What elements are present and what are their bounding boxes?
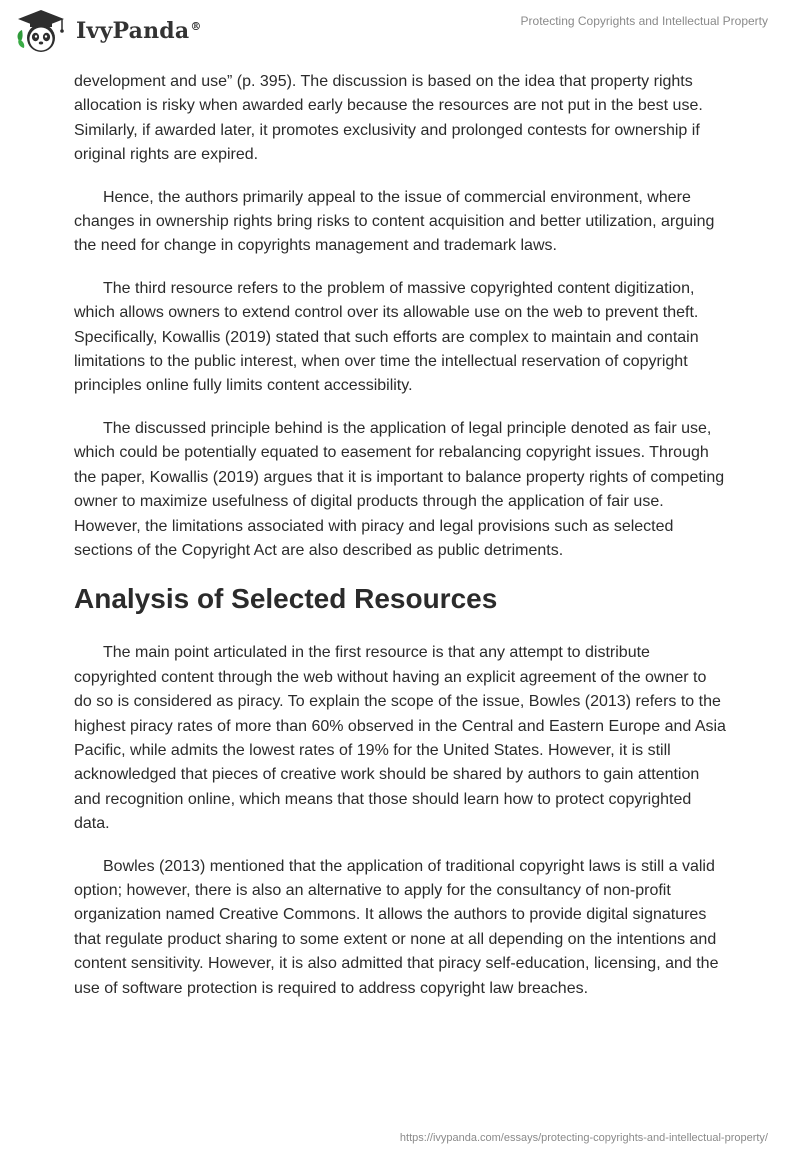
registered-mark: ® — [190, 19, 202, 33]
paragraph: Bowles (2013) mentioned that the application of traditional copyright laws is still a valid option; however, there is also an alternative to apply for the consultancy of non-profit organization named Creative Commons. It allows the authors to provide digital signatures that regulate product sharing to some extent or none at all depending on the intentions and content sensitivity. However, it is also admitted that piracy self-education, licensing, and the use of software protection is required to address copyright law breaches. — [74, 857, 719, 997]
paragraph: The main point articulated in the first resource is that any attempt to distribute copyrighted content through the web without having an explicit agreement of the owner to do so is considered as piracy. To explain the scope of the issue, Bowles (2013) refers to the highest piracy rates of more than 60% observed in the Central and Eastern Europe and Asia Pacific, while admits the lowest rates of 19% for the United States. However, it is still acknowledged that pieces of creative work should be shared by authors to gain attention and recognition online, which means that those should learn how to protect copyrighted data. — [74, 644, 726, 833]
paragraph: The third resource refers to the problem of massive copyrighted content digitization, which allows owners to extend control over its allowable use on the web to prevent theft. Specifically, Kowallis (2019) stated that such efforts are complex to maintain and contain limitations to the public interest, when over time the intellectual reservation of copyright principles online fully limits content accessibility. — [74, 279, 699, 395]
paragraph: development and use” (p. 395). The discussion is based on the idea that property rights allocation is risky when awarded early because the resources are not put in the best use. Similarly, if awarded later, it promotes exclusivity and prolonged contests for ownership if original rights are expired. — [74, 73, 703, 164]
paragraph: The discussed principle behind is the application of legal principle denoted as fair use, which could be potentially equated to easement for rebalancing copyright issues. Through the paper, Kowallis (2019) argues that it is important to balance property rights of competing owner to maximize usefulness of digital products through the application of fair use. However, the limitations associated with piracy and legal provisions such as selected sections of the Copyright Act are also described as public detriments. — [74, 419, 725, 559]
section-heading: Analysis of Selected Resources — [74, 583, 498, 615]
brand-name: IvyPanda® — [76, 18, 202, 44]
page-header — [0, 0, 800, 60]
ivypanda-logo[interactable] — [14, 8, 202, 54]
source-url-link[interactable]: https://ivypanda.com/essays/protecting-copyrights-and-intellectual-property/ — [399, 1132, 768, 1144]
paragraph: Hence, the authors primarily appeal to the issue of commercial environment, where changes in ownership rights bring risks to content acquisition and better utilization, arguing the need for change in copyrights management and trademark laws. — [74, 188, 715, 255]
document-title: Protecting Copyrights and Intellectual Property — [520, 14, 768, 28]
document-body — [74, 70, 728, 1019]
panda-graduation-cap-icon — [14, 8, 68, 54]
